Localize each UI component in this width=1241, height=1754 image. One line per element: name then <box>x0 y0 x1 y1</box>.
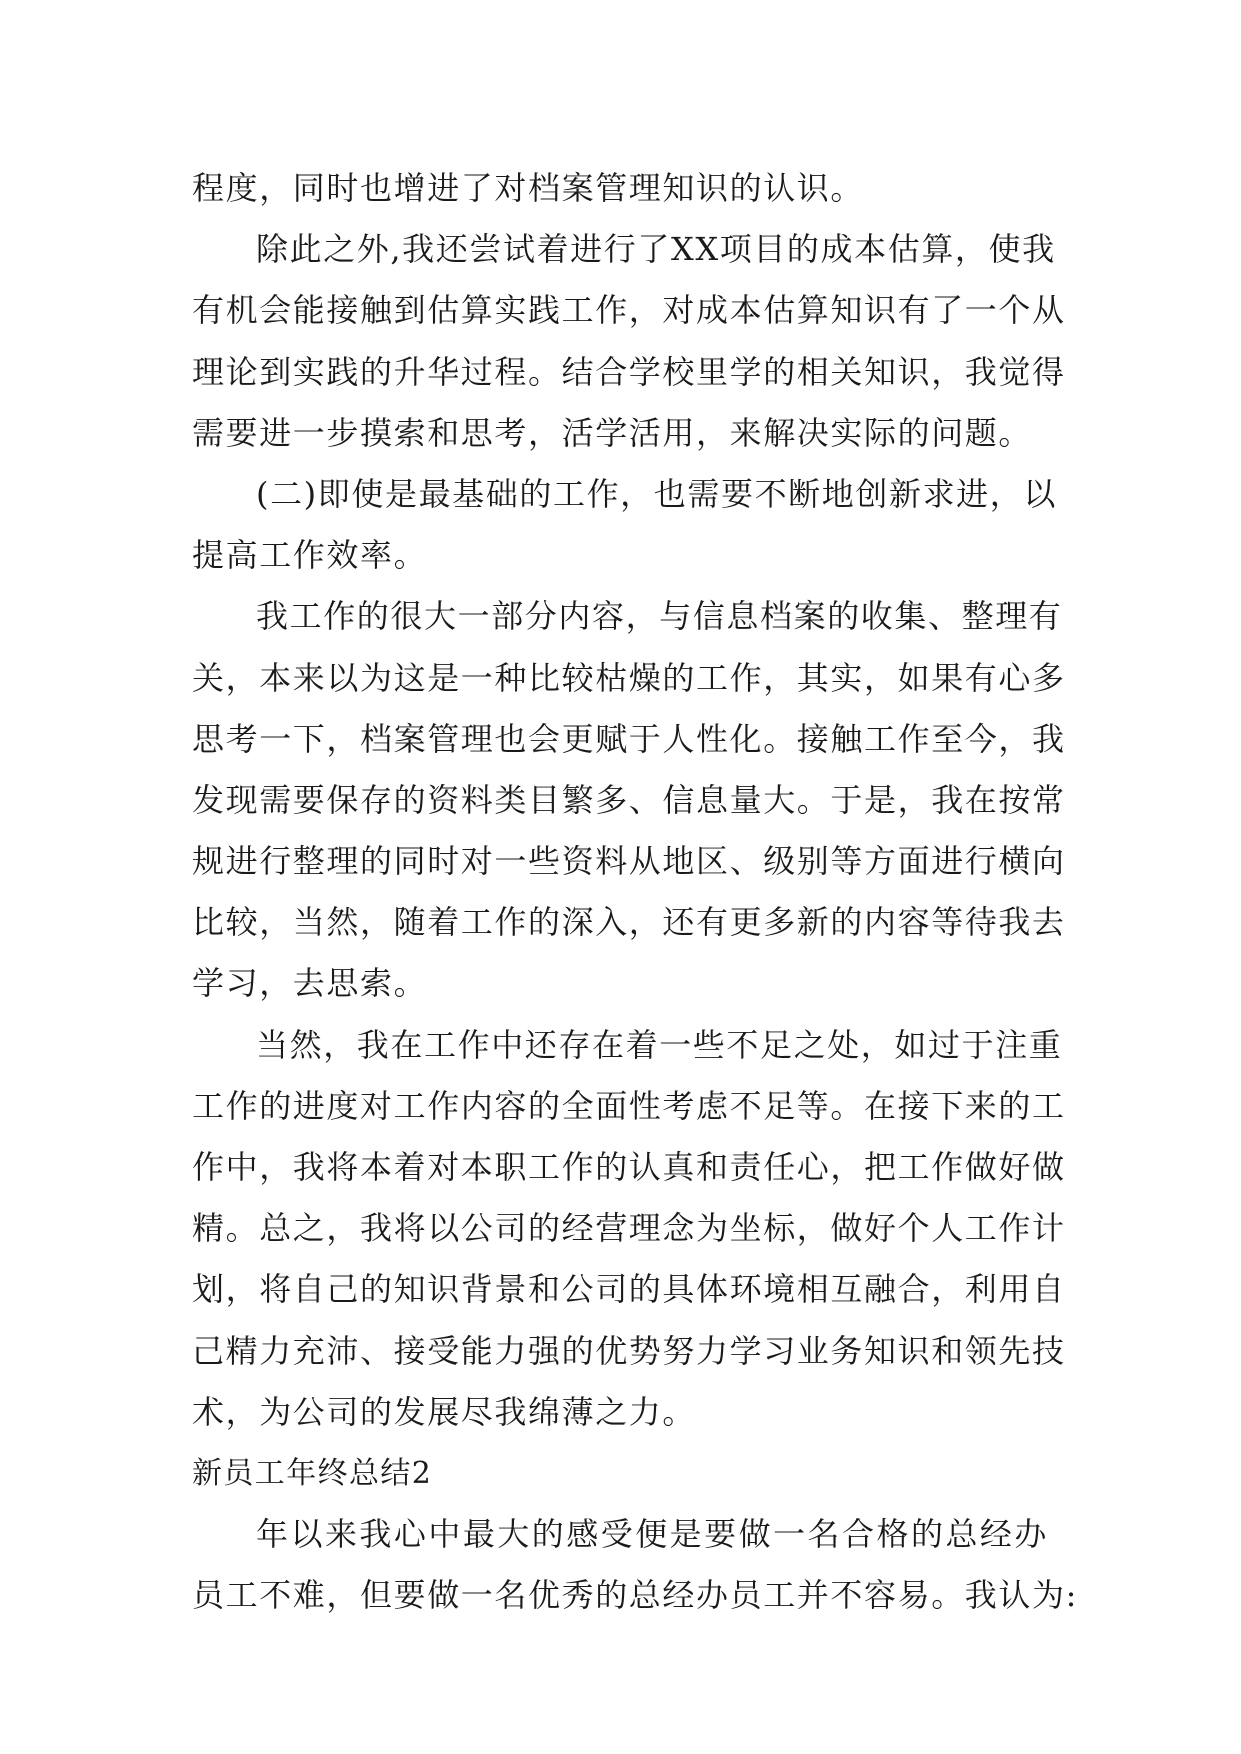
paragraph-line: 年以来我心中最大的感受便是要做一名合格的总经办 <box>256 1515 1048 1554</box>
paragraph-line: 员工不难，但要做一名优秀的总经办员工并不容易。我认为: <box>192 1576 1078 1615</box>
paragraph-line: 作中，我将本着对本职工作的认真和责任心，把工作做好做 <box>192 1148 1066 1186</box>
paragraph-line: 精。总之，我将以公司的经营理念为坐标，做好个人工作计 <box>192 1209 1066 1248</box>
paragraph-line: 划，将自己的知识背景和公司的具体环境相互融合，利用自 <box>192 1270 1066 1309</box>
paragraph-line: 有机会能接触到估算实践工作，对成本估算知识有了一个从 <box>192 291 1066 330</box>
paragraph-line: 思考一下，档案管理也会更赋于人性化。接触工作至今，我 <box>192 719 1066 758</box>
document-body <box>192 158 1078 1627</box>
paragraph-line: 学习，去思索。 <box>192 964 428 1003</box>
paragraph-line: 术，为公司的发展尽我绵薄之力。 <box>192 1392 697 1431</box>
paragraph-line: 需要进一步摸索和思考，活学活用，来解决实际的问题。 <box>192 413 1033 452</box>
paragraph-line: 己精力充沛、接受能力强的优势努力学习业务知识和领先技 <box>192 1331 1066 1370</box>
paragraph-line: 工作的进度对工作内容的全面性考虑不足等。在接下来的工 <box>192 1086 1066 1125</box>
paragraph-line: 提高工作效率。 <box>192 536 428 575</box>
paragraph-line: 比较，当然，随着工作的深入，还有更多新的内容等待我去 <box>192 903 1066 942</box>
paragraph-line: 关，本来以为这是一种比较枯燥的工作，其实，如果有心多 <box>192 658 1066 697</box>
paragraph-line: 除此之外,我还尝试着进行了XX项目的成本估算，使我 <box>256 230 1056 269</box>
paragraph-line: 程度，同时也增进了对档案管理知识的认识。 <box>192 169 865 207</box>
paragraph-line: 发现需要保存的资料类目繁多、信息量大。于是，我在按常 <box>192 780 1066 819</box>
paragraph-line: (二)即使是最基础的工作，也需要不断地创新求进，以 <box>256 474 1057 513</box>
paragraph-line: 我工作的很大一部分内容，与信息档案的收集、整理有 <box>256 597 1063 636</box>
section-heading: 新员工年终总结2 <box>192 1455 433 1491</box>
paragraph-line: 当然，我在工作中还存在着一些不足之处，如过于注重 <box>256 1025 1063 1064</box>
paragraph-line: 理论到实践的升华过程。结合学校里学的相关知识，我觉得 <box>192 352 1066 391</box>
paragraph-line: 规进行整理的同时对一些资料从地区、级别等方面进行横向 <box>192 842 1066 881</box>
